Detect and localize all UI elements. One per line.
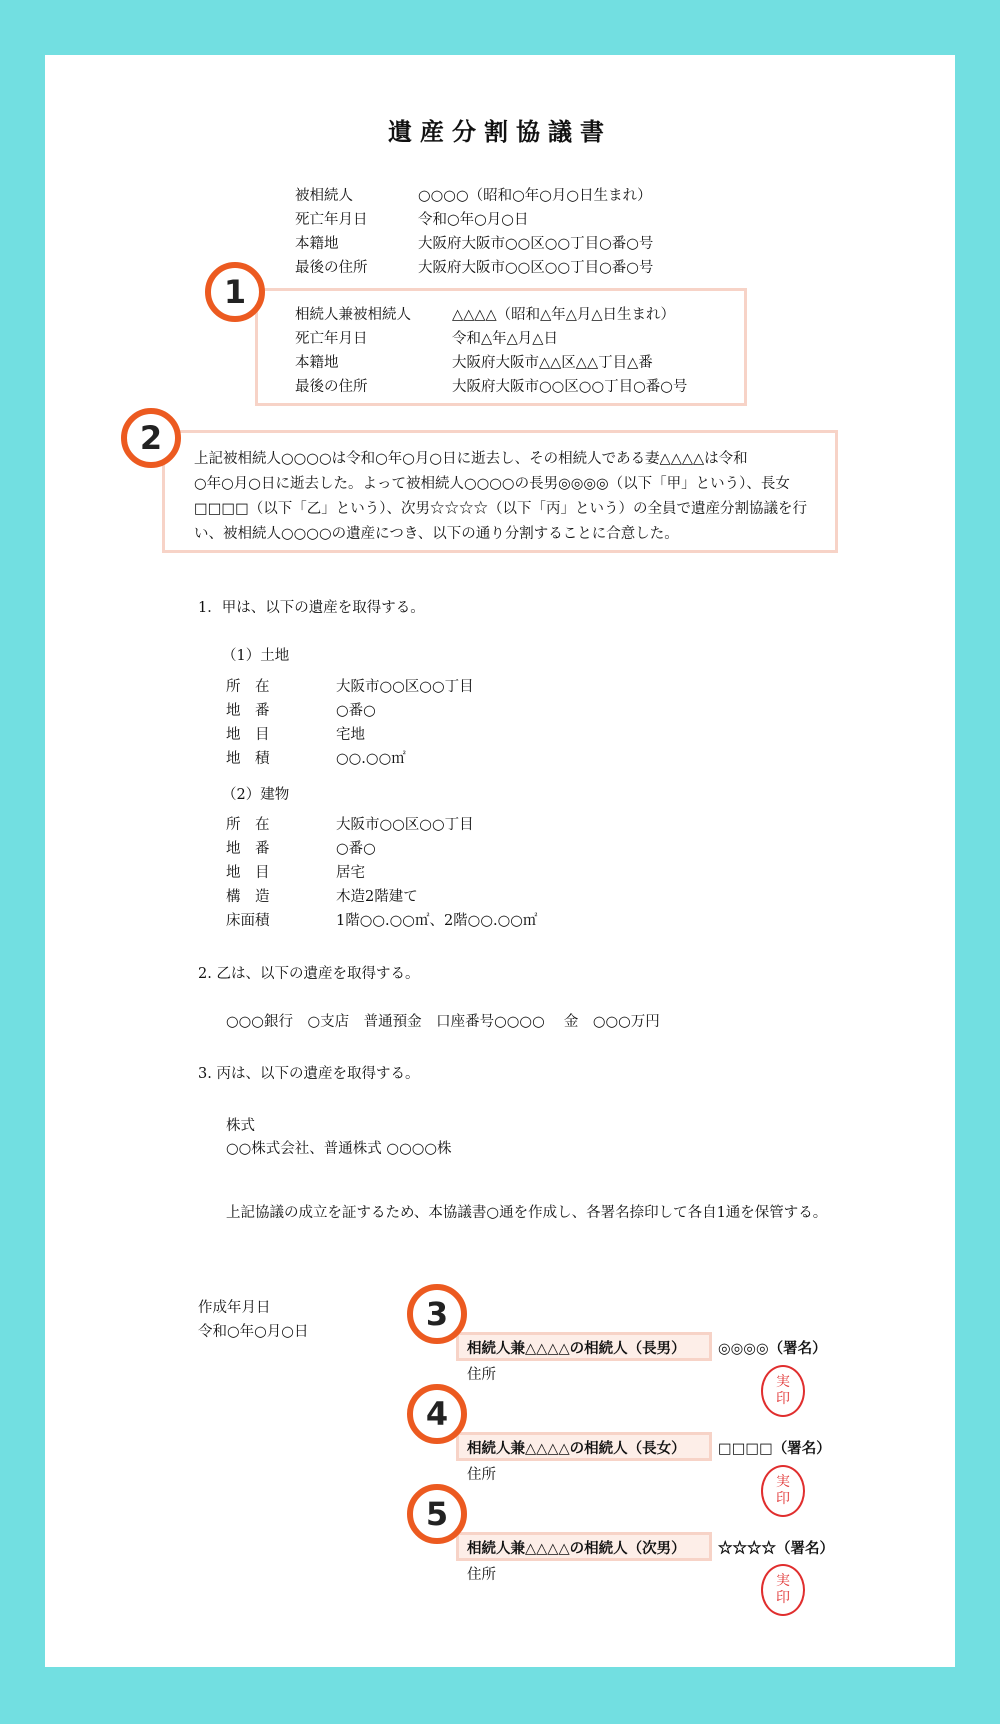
heir-decedent-value: △△△△（昭和△年△月△日生まれ）	[452, 307, 676, 323]
domicile-label: 本籍地	[295, 236, 339, 252]
preamble-line-3: □□□□（以下「乙」という）、次男☆☆☆☆（以下「丙」という）の全員で遺産分割協議を行	[194, 501, 808, 517]
decedent-value: ○○○○（昭和○年○月○日生まれ）	[418, 188, 652, 204]
last-address-value: 大阪府大阪市○○区○○丁目○番○号	[418, 260, 654, 276]
domicile-value: 大阪府大阪市○○区○○丁目○番○号	[418, 236, 654, 252]
section2-heading: 2. 乙は、以下の遺産を取得する。	[198, 966, 420, 982]
number-badge-2: 2	[121, 408, 181, 468]
signatory-signature: □□□□（署名）	[718, 1440, 831, 1457]
number-badge-4: 4	[407, 1384, 467, 1444]
seal-char: 実	[776, 1573, 790, 1589]
preamble-line-2: ○年○月○日に逝去した。よって被相続人○○○○の長男◎◎◎◎（以下「甲」という）、長女	[194, 476, 790, 492]
building-row-value: 大阪市○○区○○丁目	[336, 817, 474, 833]
land-heading: （1）土地	[222, 648, 290, 664]
seal-char: 印	[776, 1491, 790, 1507]
preamble-line-1: 上記被相続人○○○○は令和○年○月○日に逝去し、その相続人である妻△△△△は令和	[194, 451, 748, 467]
seal-char: 印	[776, 1391, 790, 1407]
building-row-label: 地 目	[226, 865, 270, 881]
heir-death-date-label: 死亡年月日	[295, 331, 368, 347]
last-address-label: 最後の住所	[295, 260, 368, 276]
heir-last-address-label: 最後の住所	[295, 379, 368, 395]
bank-deposit-detail: ○○○銀行 ○支店 普通預金 口座番号○○○○ 金 ○○○万円	[226, 1014, 660, 1030]
land-row-label: 所 在	[226, 679, 270, 695]
number-badge-5: 5	[407, 1484, 467, 1544]
closing-statement: 上記協議の成立を証するため、本協議書○通を作成し、各署名捺印して各自1通を保管する。	[226, 1205, 828, 1221]
section3-heading: 3. 丙は、以下の遺産を取得する。	[198, 1066, 420, 1082]
heir-last-address-value: 大阪府大阪市○○区○○丁目○番○号	[452, 379, 688, 395]
creation-date-label: 作成年月日	[198, 1300, 271, 1316]
number-badge-3: 3	[407, 1284, 467, 1344]
seal-char: 印	[776, 1590, 790, 1606]
seal-char: 実	[776, 1374, 790, 1390]
number-badge-1: 1	[205, 262, 265, 322]
building-heading: （2）建物	[222, 787, 290, 803]
stock-heading: 株式	[226, 1118, 255, 1134]
building-row-value: 居宅	[336, 865, 365, 881]
heir-domicile-label: 本籍地	[295, 355, 339, 371]
land-row-value: 大阪市○○区○○丁目	[336, 679, 474, 695]
signatory-signature: ◎◎◎◎（署名）	[718, 1340, 827, 1357]
signatory-role: 相続人兼△△△△の相続人（長女）	[467, 1440, 686, 1457]
signatory-role: 相続人兼△△△△の相続人（次男）	[467, 1540, 686, 1557]
heir-decedent-label: 相続人兼被相続人	[295, 307, 411, 323]
registered-seal	[761, 1564, 805, 1616]
decedent-label: 被相続人	[295, 188, 353, 204]
land-row-value: ○番○	[336, 703, 376, 719]
signatory-role: 相続人兼△△△△の相続人（長男）	[467, 1340, 686, 1357]
preamble-line-4: い、被相続人○○○○の遺産につき、以下の通り分割することに合意した。	[194, 526, 679, 542]
death-date-value: 令和○年○月○日	[418, 212, 529, 228]
section1-heading: 1．甲は、以下の遺産を取得する。	[198, 600, 425, 616]
building-row-label: 地 番	[226, 841, 270, 857]
signatory-address-label: 住所	[467, 1367, 496, 1383]
death-date-label: 死亡年月日	[295, 212, 368, 228]
registered-seal	[761, 1365, 805, 1417]
building-row-value: 1階○○.○○㎡、2階○○.○○㎡	[336, 913, 538, 929]
registered-seal	[761, 1465, 805, 1517]
creation-date-value: 令和○年○月○日	[198, 1324, 309, 1340]
building-row-label: 床面積	[226, 913, 270, 929]
land-row-label: 地 目	[226, 727, 270, 743]
building-row-label: 所 在	[226, 817, 270, 833]
land-row-label: 地 積	[226, 751, 270, 767]
seal-char: 実	[776, 1474, 790, 1490]
land-row-value: ○○.○○㎡	[336, 751, 406, 767]
stock-detail: ○○株式会社、普通株式 ○○○○株	[226, 1141, 452, 1157]
heir-death-date-value: 令和△年△月△日	[452, 331, 558, 347]
building-row-value: 木造2階建て	[336, 889, 418, 905]
signatory-address-label: 住所	[467, 1467, 496, 1483]
land-row-label: 地 番	[226, 703, 270, 719]
building-row-label: 構 造	[226, 889, 270, 905]
building-row-value: ○番○	[336, 841, 376, 857]
heir-domicile-value: 大阪府大阪市△△区△△丁目△番	[452, 355, 653, 371]
document-title: 遺産分割協議書	[388, 117, 612, 146]
land-row-value: 宅地	[336, 727, 365, 743]
signatory-address-label: 住所	[467, 1567, 496, 1583]
signatory-signature: ☆☆☆☆（署名）	[718, 1540, 834, 1557]
